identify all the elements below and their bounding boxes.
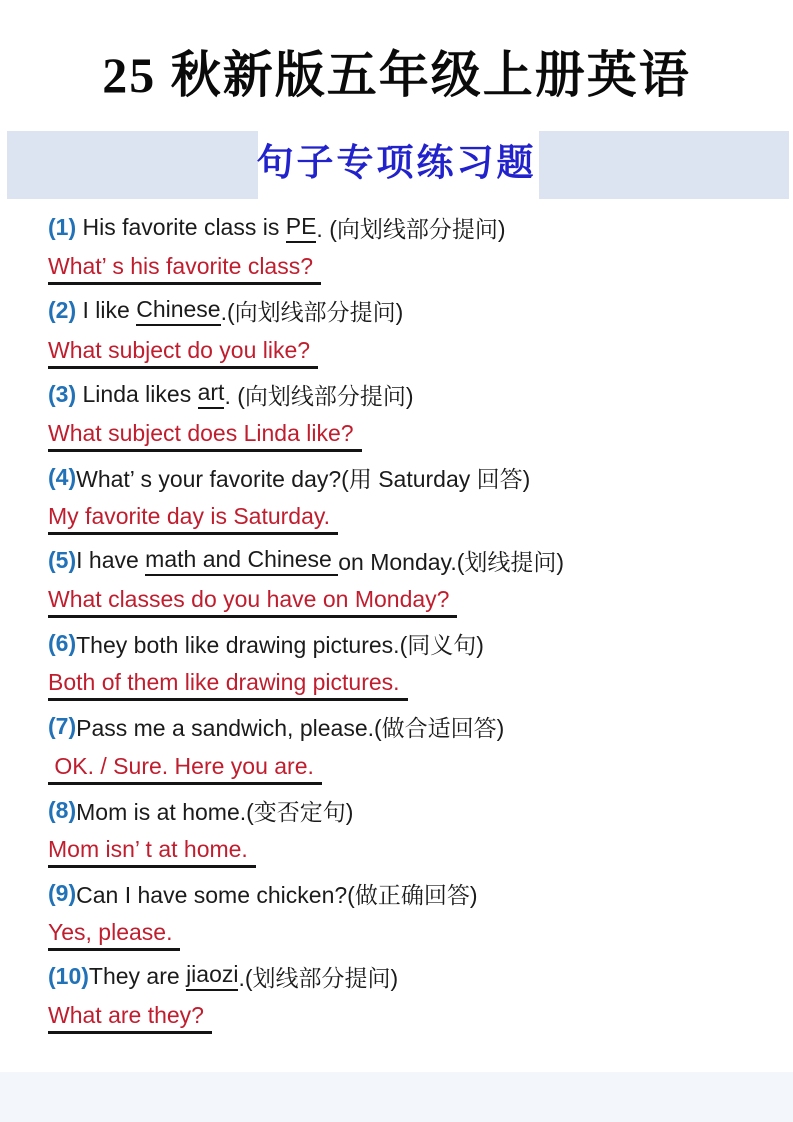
answer-line [48,415,773,457]
question-text-pre: Linda likes [76,380,198,407]
question-number: (4) [48,463,77,490]
answer-text: Yes, please. [48,919,180,951]
question-text-pre: What’ s your favorite day?(用 Saturday 回答) [76,465,531,492]
question-line [48,290,773,332]
question-number: (1) [48,214,77,241]
question-underlined-word: art [198,379,225,409]
answer-line [48,831,773,873]
question-number: (7) [48,713,77,740]
question-line [48,207,773,249]
question-line [48,623,773,665]
question-text-pre: Mom is at home.(变否定句) [76,798,354,825]
page-subtitle: 句子专项练习题 [256,143,537,184]
question-number: (6) [48,630,77,657]
answer-line [48,249,773,291]
question-text-post: .(向划线部分提问) [220,299,404,326]
answer-text: My favorite day is Saturday. [48,503,338,535]
answer-line [48,581,773,623]
answer-text: Mom isn’ t at home. [48,836,256,868]
question-number: (2) [48,297,77,324]
question-number: (5) [48,547,77,574]
question-line [48,873,773,915]
question-text-pre: I like [76,297,137,324]
question-text-pre: They are [88,962,187,989]
page-title: 25 秋新版五年级上册英语 [102,47,691,103]
bottom-band [0,1072,793,1122]
question-number: (9) [48,879,77,906]
question-text-pre: They both like drawing pictures.(同义句) [76,632,484,659]
answer-line [48,498,773,540]
question-text-post: . (向划线部分提问) [316,216,506,243]
question-text-pre: I have [76,547,146,574]
question-text-pre: His favorite class is [76,214,286,241]
question-underlined-word: jiaozi [186,961,238,991]
question-line [48,457,773,499]
question-line [48,956,773,998]
question-number: (10) [48,962,89,989]
answer-text: What subject does Linda like? [48,420,362,452]
question-text-pre: Can I have some chicken?(做正确回答) [76,881,478,908]
answer-text: What classes do you have on Monday? [48,586,457,618]
subtitle-band [0,131,793,199]
question-text-post: on Monday.(划线提问) [338,549,565,576]
question-underlined-word: math and Chinese [145,546,338,576]
question-list [48,207,773,1039]
answer-line [48,997,773,1039]
question-text-post: .(划线部分提问) [238,964,399,991]
question-line [48,706,773,748]
answer-text: OK. / Sure. Here you are. [48,753,322,785]
answer-line [48,665,773,707]
answer-text: What subject do you like? [48,337,318,369]
answer-text: What are they? [48,1002,212,1034]
question-line [48,373,773,415]
question-line [48,789,773,831]
question-number: (3) [48,380,77,407]
answer-line [48,332,773,374]
question-text-pre: Pass me a sandwich, please.(做合适回答) [76,715,505,742]
answer-text: What’ s his favorite class? [48,253,321,285]
answer-text: Both of them like drawing pictures. [48,669,408,701]
question-line [48,540,773,582]
question-text-post: . (向划线部分提问) [224,382,414,409]
question-number: (8) [48,796,77,823]
answer-line [48,914,773,956]
answer-line [48,748,773,790]
question-underlined-word: Chinese [136,296,220,326]
question-underlined-word: PE [286,213,317,243]
